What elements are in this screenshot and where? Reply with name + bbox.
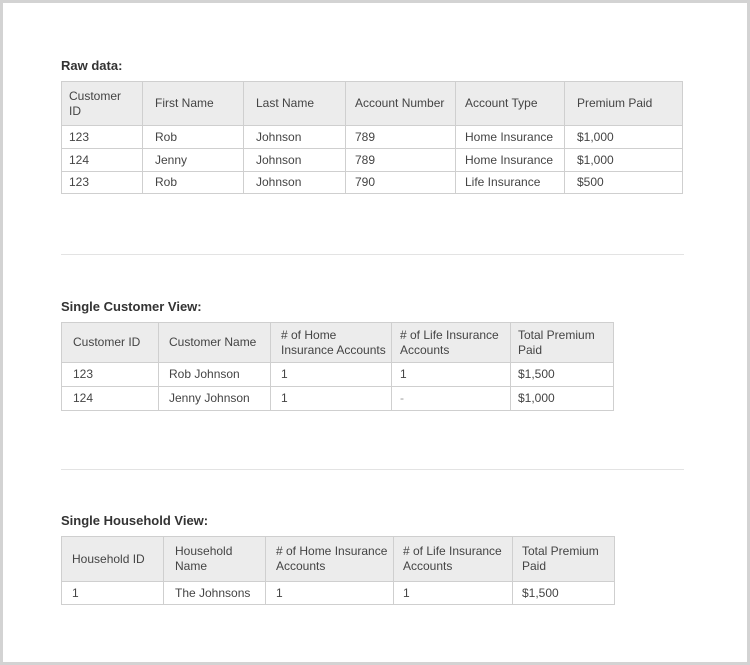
section-divider [61, 254, 684, 255]
table-cell: 124 [62, 387, 159, 411]
table-cell: Rob [143, 126, 244, 149]
table-cell: - [392, 387, 511, 411]
table-row [62, 387, 614, 411]
table-cell: 123 [62, 126, 143, 149]
table-cell: 1 [271, 387, 392, 411]
table-cell: 789 [346, 149, 456, 172]
table-cell: $1,000 [511, 387, 614, 411]
column-header: Account Number [346, 82, 456, 126]
table-cell: $1,500 [513, 582, 615, 605]
table-cell: 789 [346, 126, 456, 149]
column-header: # of Home Insurance Accounts [271, 323, 392, 363]
table-header-row [62, 323, 614, 363]
table-cell: 790 [346, 172, 456, 194]
column-header: # of Life Insurance Accounts [392, 323, 511, 363]
raw-data-table [61, 81, 683, 194]
table-cell: $1,000 [565, 126, 683, 149]
table-cell: Home Insurance [456, 126, 565, 149]
table-cell: $500 [565, 172, 683, 194]
column-header: Premium Paid [565, 82, 683, 126]
table-cell: Johnson [244, 126, 346, 149]
table-cell: Rob Johnson [159, 363, 271, 387]
column-header: Household ID [62, 537, 164, 582]
table-cell: Home Insurance [456, 149, 565, 172]
table-cell: 123 [62, 363, 159, 387]
table-row [62, 582, 615, 605]
table-header-row [62, 82, 683, 126]
column-header: Account Type [456, 82, 565, 126]
column-header: Customer ID [62, 323, 159, 363]
table-row [62, 363, 614, 387]
raw-data-section [61, 58, 683, 194]
table-cell: 1 [271, 363, 392, 387]
column-header: # of Home Insurance Accounts [266, 537, 394, 582]
table-cell: $1,000 [565, 149, 683, 172]
household-view-heading: Single Household View: [61, 513, 209, 528]
table-cell: The Johnsons [164, 582, 266, 605]
table-cell: Johnson [244, 172, 346, 194]
table-cell: Life Insurance [456, 172, 565, 194]
table-cell: 1 [266, 582, 394, 605]
table-cell: Jenny [143, 149, 244, 172]
column-header: Total Premium Paid [511, 323, 614, 363]
table-cell: 123 [62, 172, 143, 194]
customer-view-heading: Single Customer View: [61, 299, 202, 314]
table-cell: 124 [62, 149, 143, 172]
table-cell: $1,500 [511, 363, 614, 387]
table-cell: 1 [394, 582, 513, 605]
table-row [62, 149, 683, 172]
customer-view-section [61, 299, 614, 411]
table-cell: Jenny Johnson [159, 387, 271, 411]
table-row [62, 172, 683, 194]
table-cell: 1 [62, 582, 164, 605]
column-header: Last Name [244, 82, 346, 126]
column-header: Customer Name [159, 323, 271, 363]
household-view-table [61, 536, 615, 605]
column-header: Household Name [164, 537, 266, 582]
table-cell: Rob [143, 172, 244, 194]
table-row [62, 126, 683, 149]
column-header: # of Life Insurance Accounts [394, 537, 513, 582]
column-header: First Name [143, 82, 244, 126]
column-header: Customer ID [62, 82, 143, 126]
table-cell: 1 [392, 363, 511, 387]
household-view-section [61, 513, 615, 605]
section-divider [61, 469, 684, 470]
customer-view-table [61, 322, 614, 411]
table-cell: Johnson [244, 149, 346, 172]
column-header: Total Premium Paid [513, 537, 615, 582]
table-header-row [62, 537, 615, 582]
raw-data-heading: Raw data: [61, 58, 123, 73]
